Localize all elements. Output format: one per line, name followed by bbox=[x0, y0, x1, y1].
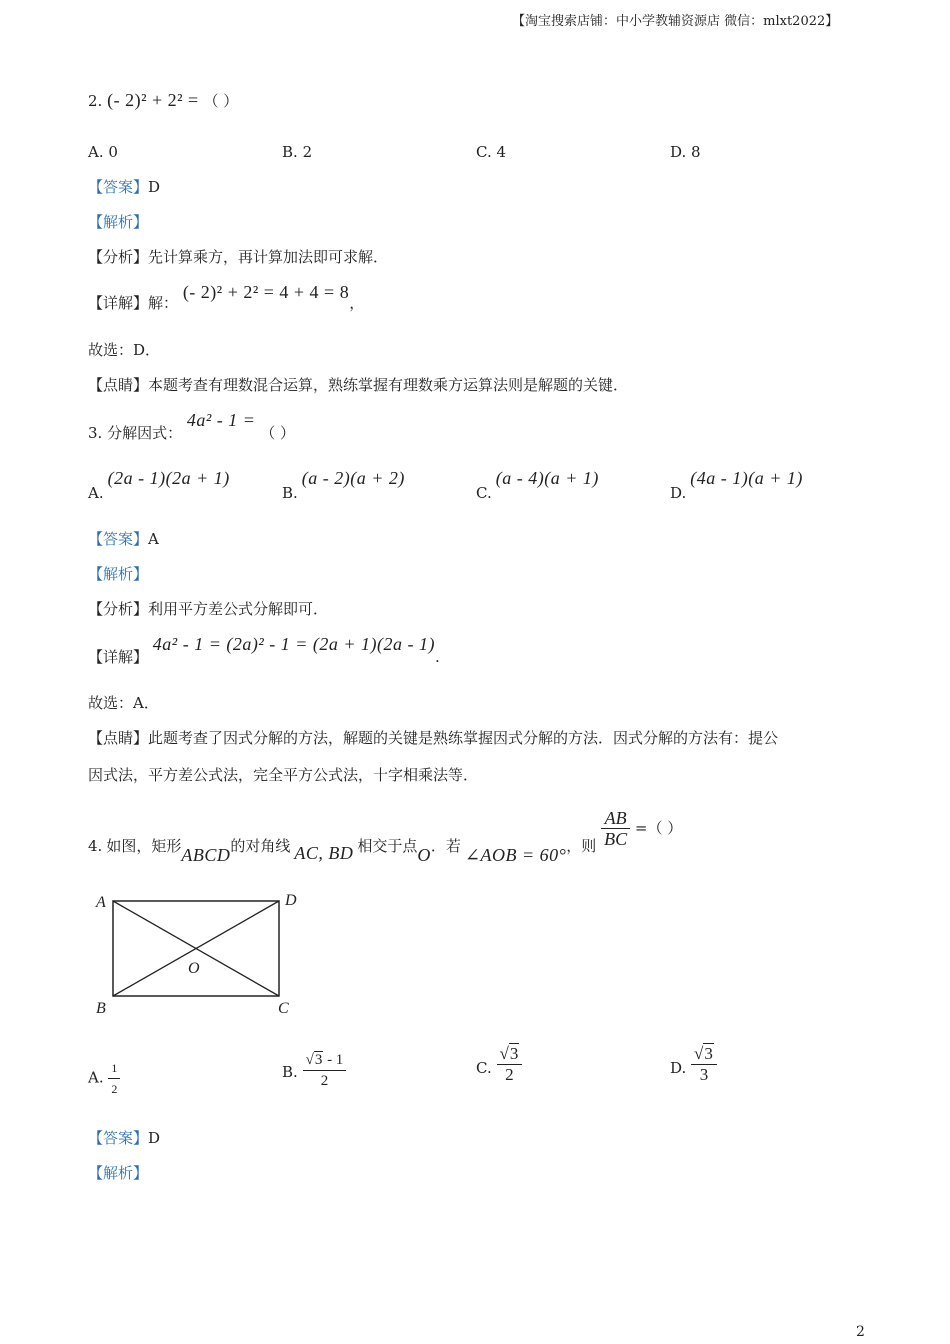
q3-dianjing-line1: 【点睛】此题考查了因式分解的方法，解题的关键是熟练掌握因式分解的方法．因式分解的方法有：提公 bbox=[88, 729, 779, 747]
fraction-sqrt3-minus-1-over-2: $\frac{√3 - 1}{2}$ bbox=[303, 1050, 347, 1091]
q3-expression: 4a² - 1 = bbox=[186, 410, 256, 430]
q2-answer: 【答案】D bbox=[88, 178, 161, 196]
q4-option-c: C. $\frac{√3}{2}$ bbox=[476, 1044, 522, 1085]
q2-option-a: A. 0 bbox=[88, 143, 118, 161]
rect-name: ABCD bbox=[181, 844, 231, 865]
q2-number: 2. bbox=[88, 92, 103, 110]
answer-label: 【答案】 bbox=[88, 178, 149, 196]
q4-option-d: D. $\frac{√3}{3}$ bbox=[670, 1044, 717, 1085]
q2-fenxi: 【分析】先计算乘方，再计算加法即可求解． bbox=[88, 248, 389, 266]
vertex-a-label: A bbox=[96, 894, 106, 911]
vertex-c-label: C bbox=[278, 1000, 289, 1017]
ab-over-bc-fraction: $\frac{AB}{BC}$ bbox=[601, 808, 630, 849]
q3-choose: 故选：A． bbox=[88, 694, 159, 712]
q2-analysis-label: 【解析】 bbox=[88, 213, 149, 231]
q3-fenxi: 【分析】利用平方差公式分解即可． bbox=[88, 600, 329, 618]
vertex-b-label: B bbox=[96, 1000, 106, 1017]
angle-aob: ∠AOB = 60° bbox=[464, 844, 567, 865]
page-header: 【淘宝搜索店铺：中小学教辅资源店 微信：mlxt2022】 bbox=[512, 14, 839, 29]
center-o-label: O bbox=[188, 960, 200, 977]
q2-detail: 【详解】解： (- 2)² + 2² = 4 + 4 = 8， bbox=[88, 282, 365, 312]
q2-paren: （ ） bbox=[203, 92, 239, 110]
q2-expression: (- 2)² + 2² = bbox=[107, 90, 199, 110]
q3-option-b: B.(a - 2)(a + 2) bbox=[282, 468, 405, 502]
q3-analysis-label: 【解析】 bbox=[88, 565, 149, 583]
q3-option-d: D.(4a - 1)(a + 1) bbox=[670, 468, 803, 502]
q3-detail: 【详解】 4a² - 1 = (2a)² - 1 = (2a + 1)(2a - 1). bbox=[88, 634, 440, 666]
q3-stem: 3. 分解因式： 4a² - 1 = （ ） bbox=[88, 410, 295, 442]
q4-stem: 4. 如图，矩形ABCD的对角线 AC, BD 相交于点O．若 ∠AOB = 60°，则 $\frac{AB}{BC}$ =（ ） bbox=[88, 808, 683, 865]
q4-answer: 【答案】D bbox=[88, 1129, 161, 1147]
q2-choose: 故选：D． bbox=[88, 341, 161, 359]
q2-option-c: C. 4 bbox=[476, 143, 507, 161]
q3-option-c: C.(a - 4)(a + 1) bbox=[476, 468, 599, 502]
q4-option-a: A. $\frac{1}{2}$ bbox=[88, 1058, 120, 1099]
q3-answer: 【答案】A bbox=[88, 530, 159, 548]
q4-option-b: B. $\frac{√3 - 1}{2}$ bbox=[282, 1050, 346, 1091]
q3-detail-expression: 4a² - 1 = (2a)² - 1 = (2a + 1)(2a - 1) bbox=[152, 634, 435, 654]
fraction-sqrt3-over-2: $\frac{√3}{2}$ bbox=[497, 1044, 523, 1085]
q3-option-a: A.(2a - 1)(2a + 1) bbox=[88, 468, 230, 502]
q2-dianjing: 【点睛】本题考查有理数混合运算，熟练掌握有理数乘方运算法则是解题的关键． bbox=[88, 376, 629, 394]
rectangle-diagram bbox=[88, 885, 328, 1025]
q4-analysis-label: 【解析】 bbox=[88, 1164, 149, 1182]
q2-detail-expression: (- 2)² + 2² = 4 + 4 = 8 bbox=[182, 282, 350, 302]
vertex-d-label: D bbox=[285, 892, 297, 909]
q2-option-b: B. 2 bbox=[282, 143, 313, 161]
q3-dianjing-line2: 因式法，平方差公式法，完全平方公式法，十字相乘法等． bbox=[88, 766, 479, 784]
q2-option-d: D. 8 bbox=[670, 143, 701, 161]
page-number: 2 bbox=[856, 1324, 865, 1340]
diagonals: AC, BD bbox=[294, 842, 354, 863]
fraction-sqrt3-over-3: $\frac{√3}{3}$ bbox=[691, 1044, 717, 1085]
q2-stem bbox=[88, 90, 238, 111]
point-o: O bbox=[417, 844, 431, 865]
fraction-one-half: $\frac{1}{2}$ bbox=[108, 1058, 120, 1099]
